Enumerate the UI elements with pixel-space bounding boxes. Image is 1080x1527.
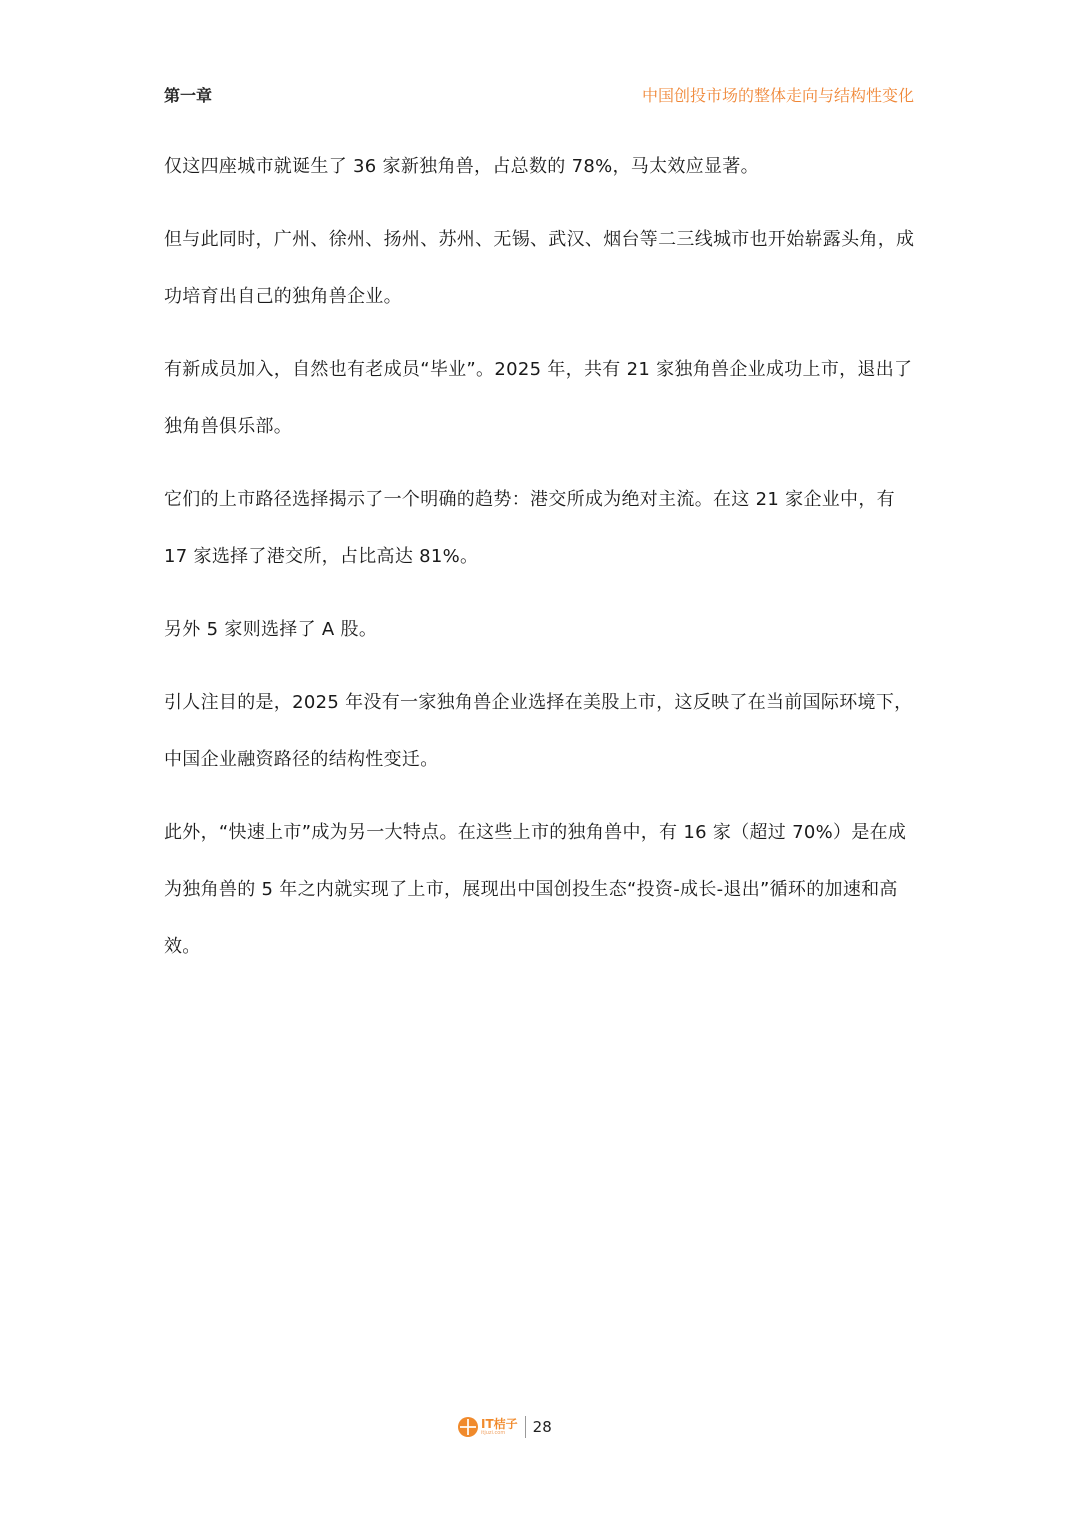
brand-logo bbox=[481, 1418, 518, 1436]
chapter-title: 中国创投市场的整体走向与结构性变化 bbox=[641, 86, 914, 105]
paragraph-6: 引人注目的是，2025 年没有一家独角兽企业选择在美股上市，这反映了在当前国际环境下，中国企业融资路径的结构性变迁。 bbox=[164, 692, 913, 770]
footer-divider bbox=[525, 1416, 526, 1438]
paragraph-2: 但与此同时，广州、徐州、扬州、苏州、无锡、武汉、烟台等二三线城市也开始崭露头角，成功培育出自己的独角兽企业。 bbox=[164, 229, 915, 307]
logo-subtext: itjuzi.com bbox=[481, 1430, 506, 1436]
paragraph-3: 有新成员加入，自然也有老成员“毕业”。2025 年，共有 21 家独角兽企业成功上市，退出了独角兽俱乐部。 bbox=[164, 359, 913, 437]
paragraph-5: 另外 5 家则选择了 A 股。 bbox=[164, 619, 378, 640]
paragraph-1: 仅这四座城市就诞生了 36 家新独角兽，占总数的 78%，马太效应显著。 bbox=[164, 156, 759, 177]
chapter-label: 第一章 bbox=[164, 86, 213, 105]
orange-slice-icon bbox=[458, 1417, 478, 1437]
paragraph-4: 它们的上市路径选择揭示了一个明确的趋势：港交所成为绝对主流。在这 21 家企业中，有 17 家选择了港交所，占比高达 81%。 bbox=[164, 489, 895, 567]
page-number: 28 bbox=[532, 1418, 552, 1436]
paragraph-7: 此外，“快速上市”成为另一大特点。在这些上市的独角兽中，有 16 家（超过 70%）是在成为独角兽的 5 年之内就实现了上市，展现出中国创投生态“投资-成长-退出”循环的加速和高效。 bbox=[164, 822, 907, 957]
document-body bbox=[164, 138, 920, 991]
logo-text: IT桔子 bbox=[481, 1417, 518, 1431]
page-footer bbox=[458, 1414, 552, 1440]
